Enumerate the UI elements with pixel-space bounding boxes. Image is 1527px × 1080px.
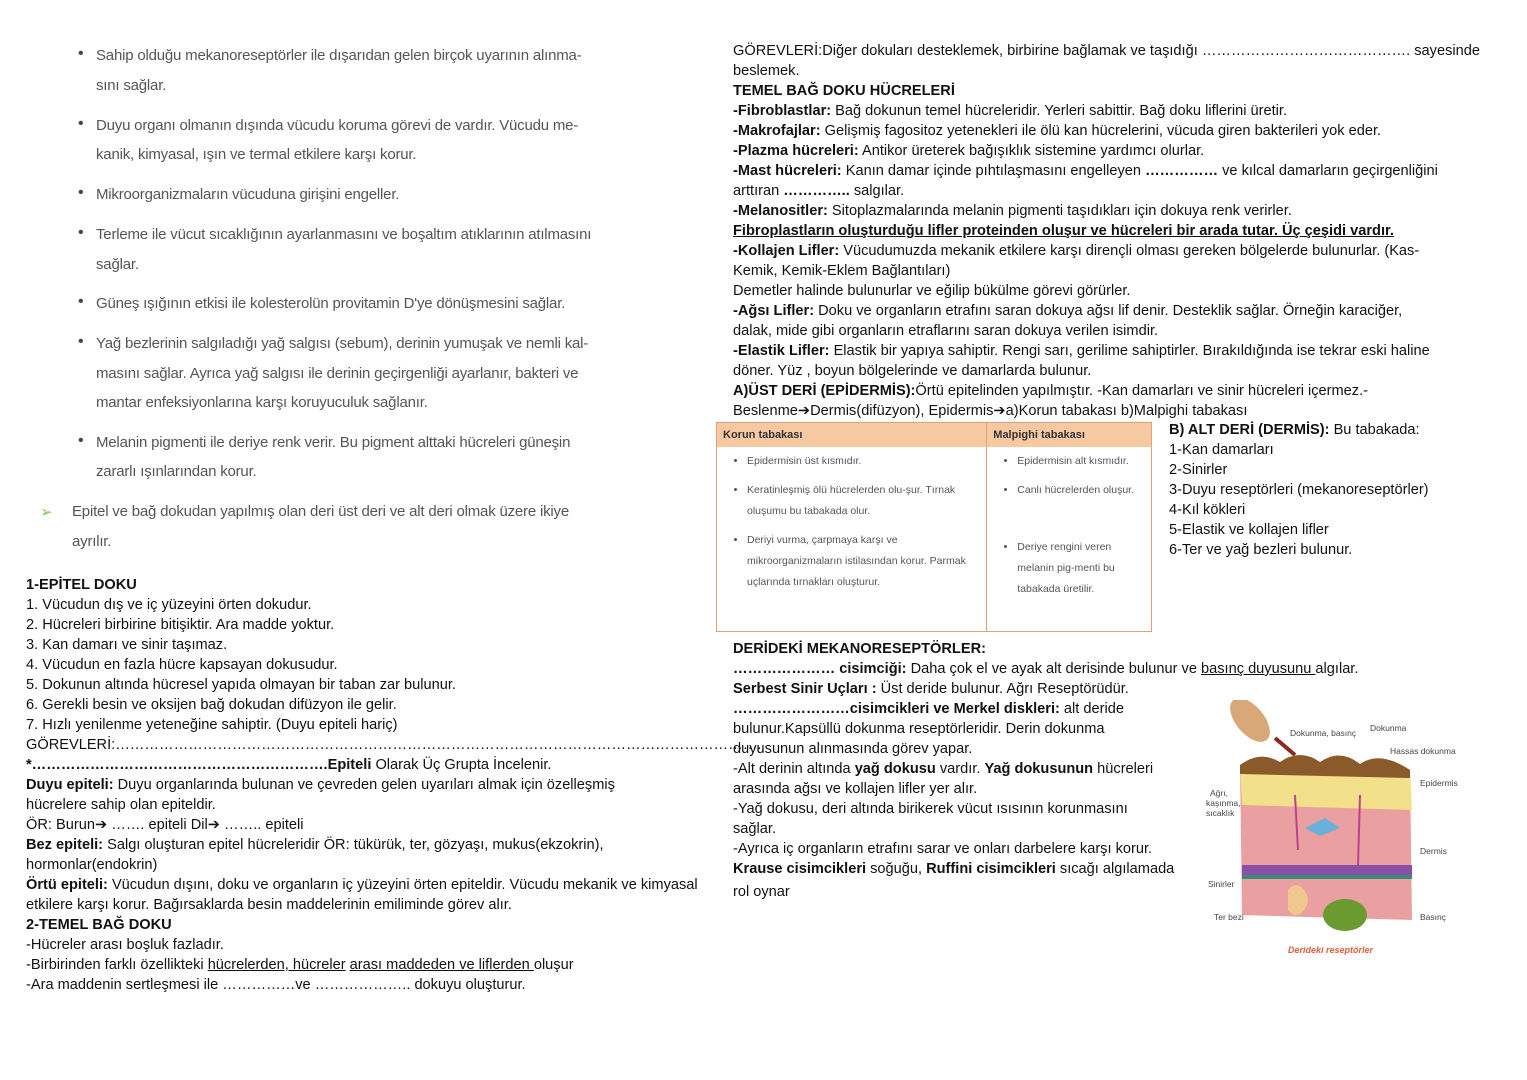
text-segment: Duyu organlarında bulunan ve çevreden gelen uyarıları almak için özelleşmiş (113, 777, 615, 793)
text-line (26, 855, 157, 875)
label-epidermis: Epidermis (1420, 778, 1458, 788)
text-segment: -Elastik Lifler: (733, 343, 830, 359)
text-line (733, 161, 1438, 181)
text-segment: soğuğu, (866, 861, 927, 877)
text-line (26, 695, 397, 715)
text-segment: 6. Gerekli besin ve oksijen bağ dokudan difüzyon ile gelir. (26, 697, 397, 713)
bullet-text: kanik, kimyasal, ışın ve termal etkilere karşı korur. (96, 146, 417, 163)
text-segment: 2. Hücreleri birbirine bitişiktir. Ara madde yoktur. (26, 617, 335, 633)
skin-receptors-diagram (1180, 700, 1470, 960)
text-line (733, 221, 1394, 241)
text-line (26, 635, 227, 655)
text-line (733, 81, 955, 101)
text-segment: sıcağı algılamada (1055, 861, 1175, 877)
text-segment: ve kılcal damarların geçirgenliğini (1218, 163, 1438, 179)
text-segment: yağ dokusu (854, 761, 936, 777)
text-line (733, 719, 1105, 739)
text-line (733, 759, 1153, 779)
text-segment: 1-EPİTEL DOKU (26, 577, 137, 593)
text-line (733, 739, 972, 759)
text-line (733, 181, 904, 201)
text-segment: Olarak Üç Grupta İncelenir. (371, 757, 552, 773)
bullet-text: sını sağlar. (96, 77, 167, 94)
text-line (733, 859, 1174, 879)
text-segment: Üst deride bulunur. Ağrı Reseptörüdür. (876, 681, 1129, 697)
bullet-text: Sahip olduğu mekanoreseptörler ile dışarıdan gelen birçok uyarının alınma- (96, 47, 582, 64)
table-cell: • Deriyi vurma, çarpmaya karşı ve mikroorganizmaların istilasından korur. Parmak uçlarında tırnakları oluşturur. (747, 530, 982, 593)
text-line (26, 595, 312, 615)
label-pressure: Basınç (1420, 912, 1446, 922)
text-segment: Bağ dokunun temel hücreleridir. Yerleri sabittir. Bağ doku liflerini üretir. (831, 103, 1288, 119)
text-segment: salgılar. (849, 183, 905, 199)
text-segment: B) ALT DERİ (DERMİS): (1169, 422, 1330, 438)
text-segment: etkilere karşı korur. Bağırsaklarda besin maddelerinin emiliminde görev alır. (26, 897, 512, 913)
text-segment: Ruffini cisimcikleri (926, 861, 1056, 877)
bullet-icon: • (78, 432, 84, 449)
text-line (733, 819, 776, 839)
text-line (733, 261, 950, 281)
text-segment: arasında ağsı ve kollajen lifler yer alır. (733, 781, 978, 797)
text-segment: hücreleri (1093, 761, 1154, 777)
bullet-icon: • (78, 224, 84, 241)
text-line (26, 775, 615, 795)
text-line (733, 341, 1430, 361)
table-cell: • Canlı hücrelerden oluşur. (1017, 480, 1147, 501)
text-line (733, 201, 1292, 221)
text-segment: Krause cisimcikleri (733, 861, 867, 877)
epidermis-layers-table (716, 422, 1152, 632)
label-pain: Ağrı, (1210, 788, 1228, 798)
bullet-text: zararlı ışınlarından korur. (96, 463, 257, 480)
text-segment: 3-Duyu reseptörleri (mekanoreseptörler) (1169, 482, 1429, 498)
bullet-text: mantar enfeksiyonlarına karşı koruyuculuk sağlanır. (96, 394, 428, 411)
text-segment: vardır. (935, 761, 985, 777)
text-line (733, 381, 1368, 401)
arrow-bullet-icon: ➢ (40, 504, 53, 521)
text-segment: 1-Kan damarları (1169, 442, 1274, 458)
table-header-korun: Korun tabakası (717, 423, 987, 448)
text-segment: arttıran (733, 183, 784, 199)
label-touch-pressure: Dokunma, basınç (1290, 728, 1357, 738)
text-segment: 4-Kıl kökleri (1169, 502, 1246, 518)
bullet-text: Melanin pigmenti ile deriye renk verir. Bu pigment alttaki hücreleri güneşin (96, 434, 571, 451)
text-line (26, 895, 512, 915)
text-segment: bulunur.Kapsüllü dokunma reseptörleridir. Derin dokunma (733, 721, 1105, 737)
text-segment: -Makrofajlar: (733, 123, 821, 139)
text-segment: Bu tabakada: (1329, 422, 1420, 438)
bullet-icon: • (78, 333, 84, 350)
text-segment: TEMEL BAĞ DOKU HÜCRELERİ (733, 83, 955, 99)
text-segment: *…………………………………………………….Epiteli (26, 757, 372, 773)
text-segment: Vücudumuzda mekanik etkilere karşı dirençli olması gereken bölgelerde bulunurlar. (Kas- (839, 243, 1420, 259)
text-line (26, 875, 698, 895)
text-line (733, 401, 1247, 421)
text-segment: 4. Vücudun en fazla hücre kapsayan dokusudur. (26, 657, 338, 673)
text-segment: Sitoplazmalarında melanin pigmenti taşıdıkları için dokuya renk verirler. (827, 203, 1292, 219)
label-fine-touch: Hassas dokunma (1390, 746, 1456, 756)
bullet-text: Güneş ışığının etkisi ile kolesterolün provitamin D'ye dönüşmesini sağlar. (96, 295, 566, 312)
bullet-icon: • (78, 293, 84, 310)
bullet-text: Duyu organı olmanın dışında vücudu koruma görevi de vardır. Vücudu me- (96, 117, 579, 134)
text-segment: 5. Dokunun altında hücresel yapıda olmayan bir taban zar bulunur. (26, 677, 456, 693)
text-line (26, 735, 761, 755)
text-segment: GÖREVLERİ:……………………………………………………………………………………………………………………. (26, 737, 762, 753)
text-line (733, 61, 800, 81)
text-segment: GÖREVLERİ:Diğer dokuları desteklemek, birbirine bağlamak ve taşıdığı ……………………………………. sayesinde (733, 43, 1480, 59)
text-segment: 5-Elastik ve kollajen lifler (1169, 522, 1329, 538)
text-segment: -Mast hücreleri: (733, 163, 842, 179)
text-segment: 6-Ter ve yağ bezleri bulunur. (1169, 542, 1353, 558)
text-line (733, 141, 1204, 161)
text-line (733, 101, 1287, 121)
text-segment: basınç duyusunu (1201, 661, 1316, 677)
text-line (26, 835, 604, 855)
text-line (733, 121, 1381, 141)
text-segment: ………….. (783, 183, 850, 199)
text-segment: sağlar. (733, 821, 776, 837)
text-segment: Vücudun dışını, doku ve organların iç yüzeyini örten epiteldir. Vücudu mekanik ve kimyasal (107, 877, 698, 893)
text-segment: -Plazma hücreleri: (733, 143, 859, 159)
text-line (733, 41, 1480, 61)
text-segment: Duyu epiteli: (26, 777, 114, 793)
text-segment: Daha çok el ve ayak alt derisinde bulunur ve (906, 661, 1202, 677)
text-segment: Kanın damar içinde pıhtılaşmasını engelleyen (841, 163, 1146, 179)
text-segment: A)ÜST DERİ (EPİDERMİS): (733, 383, 916, 399)
bullet-text: masını sağlar. Ayrıca yağ salgısı ile derinin geçirgenliği ayarlanır, bakteri ve (96, 365, 579, 382)
text-line (26, 575, 137, 595)
text-segment: -Yağ dokusu, deri altında birikerek vücut ısısının korunmasını (733, 801, 1128, 817)
table-cell: • Deriye rengini veren melanin pig-menti bu tabakada üretilir. (1017, 537, 1147, 600)
label-heat: sıcaklık (1206, 808, 1235, 818)
text-line (26, 755, 551, 775)
text-segment: oluşur (533, 957, 574, 973)
text-line (733, 361, 1091, 381)
text-segment: 3. Kan damarı ve sinir taşımaz. (26, 637, 228, 653)
text-segment: Yağ dokusunun (984, 761, 1094, 777)
text-segment: DERİDEKİ MEKANORESEPTÖRLER: (733, 641, 986, 657)
text-segment: 2-Sinirler (1169, 462, 1228, 478)
text-segment: hücrelere sahip olan epiteldir. (26, 797, 216, 813)
bullet-text: Terleme ile vücut sıcaklığının ayarlanmasını ve boşaltım atıklarının atılmasını (96, 226, 592, 243)
table-cell: • Keratinleşmiş ölü hücrelerden olu-şur. Tırnak oluşumu bu tabakada olur. (747, 480, 982, 522)
text-line (26, 615, 334, 635)
text-segment: Antikor üreterek bağışıklık sistemine yardımcı olurlar. (858, 143, 1205, 159)
text-segment: -Ayrıca iç organların etrafını sarar ve onları darbelere karşı korur. (733, 841, 1153, 857)
label-itch: kaşınma, (1206, 798, 1241, 808)
text-line (733, 779, 977, 799)
text-segment: -Melanositler: (733, 203, 828, 219)
text-line (26, 655, 338, 675)
text-line (26, 915, 172, 935)
text-line (733, 679, 1129, 699)
text-line (733, 241, 1419, 261)
text-line (26, 715, 398, 735)
text-line (733, 639, 986, 659)
text-segment: hormonlar(endokrin) (26, 857, 158, 873)
text-segment: -Birbirinden farklı özellikteki (26, 957, 208, 973)
label-touch: Dokunma (1370, 723, 1407, 733)
text-segment: dalak, mide gibi organların etraflarını saran dokuya verilen isimdir. (733, 323, 1159, 339)
bullet-text: Mikroorganizmaların vücuduna girişini engeller. (96, 186, 400, 203)
text-segment: 7. Hızlı yenilenme yeteneğine sahiptir. (Duyu epiteli hariç) (26, 717, 398, 733)
text-segment: rol oynar (733, 884, 790, 900)
text-segment: Elastik bir yapıya sahiptir. Rengi sarı, gerilime sahiptirler. Bırakıldığında ise tekrar eski haline (829, 343, 1430, 359)
text-segment: Fibroplastların oluşturduğu lifler proteinden oluşur ve hücreleri bir arada tutar. Üç çeşidi vardır. (733, 223, 1394, 239)
text-segment: Demetler halinde bulunurlar ve eğilip bükülme görevi görürler. (733, 283, 1131, 299)
text-line (1169, 440, 1274, 460)
text-line (26, 955, 574, 975)
text-segment: Bez epiteli: (26, 837, 104, 853)
text-segment: duyusunun alınmasında görev yapar. (733, 741, 973, 757)
text-segment: Gelişmiş fagositoz yetenekleri ile ölü kan hücrelerini, vücuda giren bakterileri yok eder. (820, 123, 1382, 139)
text-segment: -Hücreler arası boşluk fazladır. (26, 937, 224, 953)
text-line (1169, 420, 1420, 440)
text-line (26, 815, 304, 835)
text-line (733, 301, 1402, 321)
text-line (733, 799, 1128, 819)
text-line (26, 675, 456, 695)
text-line (733, 882, 790, 902)
text-segment: ÖR: Burun➔ ……. epiteli Dil➔ …….. epiteli (26, 817, 304, 833)
text-line (1169, 540, 1352, 560)
text-segment: …………… (1145, 163, 1219, 179)
text-line (26, 975, 526, 995)
text-segment: Salgı oluşturan epitel hücreleridir ÖR: tükürük, ter, gözyaşı, mukus(ekzokrin), (103, 837, 604, 853)
text-segment: Doku ve organların etrafını saran dokuya ağsı lif denir. Desteklik sağlar. Örneğin karaciğer, (814, 303, 1403, 319)
label-nerves: Sinirler (1208, 879, 1235, 889)
text-line (1169, 460, 1227, 480)
text-line (733, 321, 1158, 341)
label-dermis: Dermis (1420, 846, 1447, 856)
bullet-text: sağlar. (96, 256, 139, 273)
label-sweat-gland: Ter bezi (1214, 912, 1244, 922)
text-segment: 1. Vücudun dış ve iç yüzeyini örten dokudur. (26, 597, 312, 613)
text-segment: ………………… cisimciği: (733, 661, 907, 677)
text-line (1169, 480, 1429, 500)
text-line (26, 935, 224, 955)
text-line (1169, 520, 1329, 540)
text-line (1169, 500, 1245, 520)
bullet-icon: • (78, 184, 84, 201)
diagram-caption: Derideki reseptörler (1288, 945, 1374, 955)
text-line (733, 659, 1358, 679)
text-line (733, 281, 1131, 301)
text-segment: döner. Yüz , boyun bölgelerinde ve damarlarda bulunur. (733, 363, 1092, 379)
text-line (26, 795, 216, 815)
text-segment: hücrelerden, hücreler (207, 957, 346, 973)
text-segment: beslemek. (733, 63, 800, 79)
text-segment: Serbest Sinir Uçları : (733, 681, 877, 697)
text-segment: Kemik, Kemik-Eklem Bağlantıları) (733, 263, 951, 279)
text-segment: -Ara maddenin sertleşmesi ile ……………ve ……………….. dokuyu oluşturur. (26, 977, 526, 993)
text-segment: algılar. (1315, 661, 1359, 677)
arrow-item-text: Epitel ve bağ dokudan yapılmış olan deri üst deri ve alt deri olmak üzere ikiye (72, 503, 569, 520)
text-segment: Beslenme➔Dermis(difüzyon), Epidermis➔a)Korun tabakası b)Malpighi tabakası (733, 403, 1248, 419)
text-segment: alt deride (1059, 701, 1124, 717)
text-segment: -Kollajen Lifler: (733, 243, 840, 259)
text-line (733, 699, 1124, 719)
table-header-malpighi: Malpighi tabakası (987, 423, 1152, 448)
text-segment: 2-TEMEL BAĞ DOKU (26, 917, 172, 933)
text-segment: -Alt derinin altında (733, 761, 855, 777)
text-line (733, 839, 1152, 859)
arrow-item-text: ayrılır. (72, 533, 112, 550)
text-segment: -Ağsı Lifler: (733, 303, 815, 319)
text-segment: arası maddeden ve liflerden (349, 957, 534, 973)
text-segment: -Fibroblastlar: (733, 103, 832, 119)
bullet-icon: • (78, 45, 84, 62)
text-segment: Örtü epiteli: (26, 877, 108, 893)
bullet-icon: • (78, 115, 84, 132)
table-cell: • Epidermisin üst kısmıdır. (747, 451, 982, 472)
text-segment: ……………………cisimcikleri ve Merkel diskleri: (733, 701, 1060, 717)
bullet-text: Yağ bezlerinin salgıladığı yağ salgısı (sebum), derinin yumuşak ve nemli kal- (96, 335, 589, 352)
table-cell: • Epidermisin alt kısmıdır. (1017, 451, 1147, 472)
text-segment: Örtü epitelinden yapılmıştır. -Kan damarları ve sinir hücreleri içermez.- (915, 383, 1368, 399)
